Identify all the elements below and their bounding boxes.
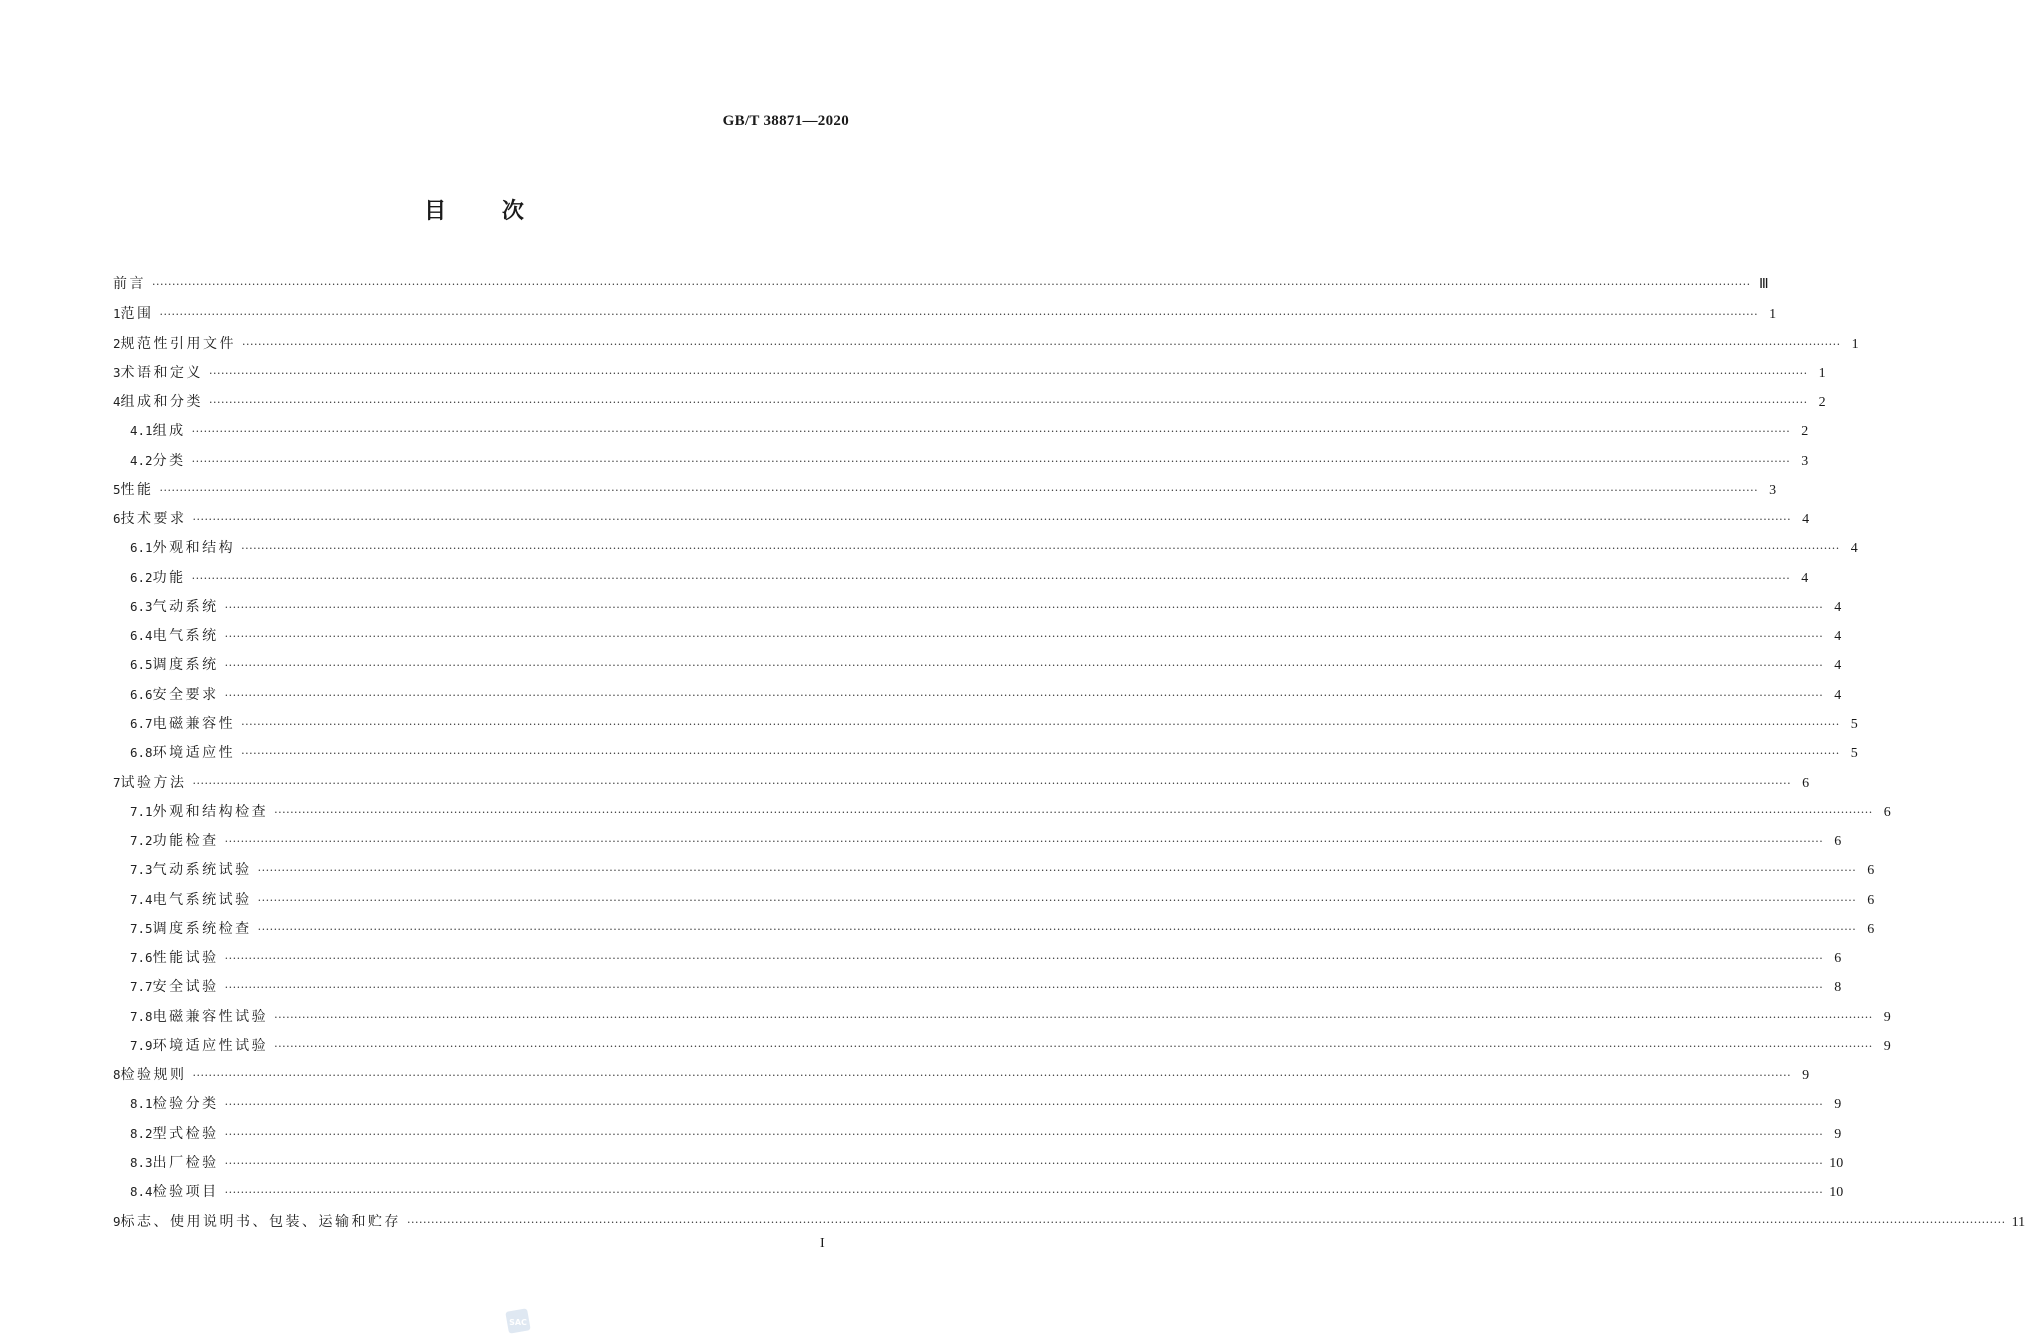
toc-entry-number: 7.7: [130, 979, 153, 995]
toc-entry[interactable]: [113, 592, 1842, 621]
toc-entry-label: 试验方法: [120, 774, 187, 791]
toc-entry-number: 6.3: [130, 598, 153, 614]
dot-leader: ················································································································································································································································································································································································································: [191, 425, 1791, 439]
toc-entry[interactable]: [113, 972, 1842, 1001]
toc-entry-label: 气动系统: [152, 598, 219, 615]
toc-entry-number: 7.4: [130, 891, 153, 907]
toc-entry[interactable]: [113, 1089, 1842, 1118]
dot-leader: ················································································································································································································································································································································································································: [224, 952, 1824, 966]
toc-entry-number: 4: [113, 394, 121, 410]
toc-entry-label: 出厂检验: [152, 1154, 219, 1171]
toc-entry-number: 8.3: [130, 1154, 153, 1170]
dot-leader: ················································································································································································································································································································································································································: [224, 600, 1824, 614]
toc-entry-page: 6: [1867, 921, 1875, 937]
toc-entry-label: 分类: [152, 452, 186, 469]
toc-entry-label: 电气系统试验: [152, 891, 252, 908]
toc-entry-label: 性能试验: [152, 950, 219, 967]
toc-entry-label: 组成和分类: [120, 394, 204, 411]
toc-entry[interactable]: [113, 855, 1875, 884]
toc-entry-number: 4.1: [130, 423, 153, 439]
toc-entry-number: 9: [113, 1213, 121, 1229]
toc-entry-label: 电磁兼容性: [152, 715, 236, 732]
dot-leader: ················································································································································································································································································································································································································: [224, 659, 1824, 673]
toc-entry-number: 8.4: [130, 1184, 153, 1200]
dot-leader: ················································································································································································································································································································································································································: [224, 835, 1824, 849]
toc-entry-page: 9: [1834, 1126, 1842, 1142]
toc-entry-label: 环境适应性: [152, 745, 236, 762]
toc-entry-label: 检验分类: [152, 1096, 219, 1113]
toc-entry-label: 安全试验: [152, 979, 219, 996]
toc-entry-number: 8.2: [130, 1125, 153, 1141]
toc-entry[interactable]: [113, 650, 1842, 679]
dot-leader: ················································································································································································································································································································································································································: [241, 717, 1840, 731]
toc-entry-label: 检验项目: [152, 1184, 219, 1201]
toc-entry-page: 1: [1851, 336, 1859, 352]
toc-entry-number: 5: [113, 481, 121, 497]
toc-entry-page: 1: [1818, 365, 1826, 381]
dot-leader: ················································································································································································································································································································································································································: [224, 1127, 1824, 1141]
toc-entry-page: 4: [1834, 629, 1842, 645]
toc-entry[interactable]: [113, 738, 1858, 767]
toc-entry-number: 7.3: [130, 862, 153, 878]
toc-entry-label: 型式检验: [152, 1125, 219, 1142]
dot-leader: ················································································································································································································································································································································································································: [224, 1098, 1824, 1112]
toc-entry[interactable]: [113, 914, 1875, 943]
toc-entry[interactable]: [113, 563, 1809, 592]
toc-entry-number: 7.2: [130, 833, 153, 849]
dot-leader: ················································································································································································································································································································································································································: [241, 747, 1840, 761]
toc-entry-page: 4: [1834, 599, 1842, 615]
toc-entry-page: 10: [1829, 1185, 1844, 1201]
toc-entry-page: Ⅲ: [1758, 277, 1769, 292]
toc-entry-page: 3: [1769, 482, 1777, 498]
toc-entry-page: 4: [1850, 541, 1858, 557]
toc-entry-number: 7.1: [130, 803, 153, 819]
toc-entry-page: 6: [1802, 775, 1810, 791]
toc-entry-label: 功能检查: [152, 833, 219, 850]
table-of-contents: [113, 270, 2025, 1236]
toc-entry-number: 6.8: [130, 745, 153, 761]
toc-entry-label: 规范性引用文件: [120, 335, 237, 352]
toc-entry-page: 11: [2011, 1214, 2025, 1230]
toc-entry-number: 7.6: [130, 950, 153, 966]
toc-entry-label: 性能: [120, 481, 154, 498]
dot-leader: ················································································································································································································································································································································································································: [192, 776, 1792, 790]
dot-leader: ················································································································································································································································································································································································································: [209, 396, 1808, 410]
dot-leader: ················································································································································································································································································································································································································: [224, 630, 1824, 644]
toc-entry[interactable]: [113, 943, 1842, 972]
toc-entry-page: 5: [1850, 746, 1858, 762]
toc-entry-label: 前言: [113, 276, 146, 292]
toc-entry-label: 调度系统检查: [152, 920, 252, 937]
toc-entry-page: 1: [1769, 307, 1777, 323]
toc-entry[interactable]: [113, 299, 1777, 328]
dot-leader: ················································································································································································································································································································································································································: [257, 922, 1857, 936]
toc-entry-number: 4.2: [130, 452, 153, 468]
dot-leader: ················································································································································································································································································································································································································: [242, 337, 1841, 351]
toc-entry-page: 4: [1802, 512, 1810, 528]
dot-leader: ················································································································································································································································································································································································································: [274, 805, 1873, 819]
dot-leader: ················································································································································································································································································································································································································: [191, 571, 1791, 585]
toc-entry-page: 4: [1801, 570, 1809, 586]
toc-entry-page: 9: [1883, 1038, 1891, 1054]
toc-entry[interactable]: [113, 416, 1809, 445]
toc-entry-page: 6: [1883, 804, 1891, 820]
toc-entry-number: 8.1: [130, 1096, 153, 1112]
toc-entry-page: 9: [1883, 1009, 1891, 1025]
toc-entry-page: 2: [1818, 395, 1826, 411]
dot-leader: ················································································································································································································································································································································································································: [224, 1156, 1824, 1170]
toc-entry[interactable]: [113, 709, 1858, 738]
toc-entry-page: 6: [1867, 892, 1875, 908]
dot-leader: ················································································································································································································································································································································································································: [224, 981, 1824, 995]
toc-entry-page: 2: [1801, 424, 1809, 440]
toc-entry-label: 安全要求: [152, 686, 219, 703]
toc-entry[interactable]: [113, 504, 1810, 533]
toc-entry-number: 3: [113, 364, 121, 380]
standard-code: GB/T 38871—2020: [722, 113, 849, 129]
toc-entry[interactable]: [113, 329, 1859, 358]
toc-entry-label: 气动系统试验: [152, 862, 252, 879]
toc-entry-page: 4: [1834, 658, 1842, 674]
toc-entry-number: 6.6: [130, 686, 153, 702]
toc-entry[interactable]: [113, 826, 1842, 855]
toc-entry-page: 8: [1834, 980, 1842, 996]
toc-entry[interactable]: [113, 797, 1891, 826]
toc-entry-number: 6: [113, 511, 121, 527]
dot-leader: ················································································································································································································································································································································································································: [274, 1010, 1873, 1024]
toc-entry-label: 术语和定义: [120, 364, 204, 381]
toc-entry-label: 范围: [120, 306, 154, 323]
toc-entry[interactable]: [113, 680, 1842, 709]
dot-leader: ················································································································································································································································································································································································································: [224, 688, 1824, 702]
toc-entry[interactable]: [113, 1031, 1891, 1060]
toc-entry-label: 外观和结构: [152, 540, 236, 557]
footer-page-number: I: [820, 1236, 825, 1251]
toc-entry-page: 5: [1850, 716, 1858, 732]
toc-entry-number: 6.7: [130, 715, 153, 731]
page-title: 目 次: [424, 199, 526, 224]
dot-leader: ················································································································································································································································································································································································································: [241, 542, 1840, 556]
toc-entry[interactable]: [113, 475, 1777, 504]
toc-entry-number: 6.2: [130, 569, 153, 585]
dot-leader: ················································································································································································································································································································································································································: [209, 366, 1808, 380]
toc-entry-label: 检验规则: [120, 1067, 187, 1084]
toc-entry-page: 6: [1834, 951, 1842, 967]
toc-entry[interactable]: [113, 1177, 1844, 1206]
toc-entry-number: 2: [113, 335, 121, 351]
toc-entry-number: 8: [113, 1067, 121, 1083]
toc-entry-number: 7: [113, 774, 121, 790]
toc-entry[interactable]: [113, 1148, 1844, 1177]
toc-entry-label: 技术要求: [120, 511, 187, 528]
toc-entry-page: 6: [1867, 863, 1875, 879]
toc-entry-label: 电气系统: [152, 628, 219, 645]
toc-entry[interactable]: [113, 1002, 1891, 1031]
toc-entry[interactable]: [113, 533, 1858, 562]
dot-leader: ················································································································································································································································································································································································································: [152, 278, 1751, 291]
toc-entry[interactable]: [113, 1060, 1810, 1089]
svg-text:SAC: SAC: [509, 1318, 527, 1327]
dot-leader: ················································································································································································································································································································································································································: [274, 1039, 1873, 1053]
toc-entry[interactable]: [113, 387, 1826, 416]
toc-entry-page: 9: [1802, 1068, 1810, 1084]
dot-leader: ················································································································································································································································································································································································································: [192, 513, 1792, 527]
toc-entry[interactable]: [113, 621, 1842, 650]
toc-entry-number: 6.4: [130, 628, 153, 644]
toc-entry-label: 外观和结构检查: [152, 803, 269, 820]
toc-entry-label: 功能: [152, 569, 186, 586]
dot-leader: ················································································································································································································································································································································································································: [407, 1215, 2006, 1229]
toc-entry[interactable]: [113, 270, 1769, 299]
toc-entry-label: 调度系统: [152, 657, 219, 674]
toc-entry-number: 1: [113, 306, 121, 322]
toc-entry-number: 7.5: [130, 920, 153, 936]
toc-entry-label: 电磁兼容性试验: [152, 1008, 269, 1025]
dot-leader: ················································································································································································································································································································································································································: [159, 483, 1759, 497]
toc-entry-number: 7.9: [130, 1037, 153, 1053]
toc-entry-label: 环境适应性试验: [152, 1037, 269, 1054]
dot-leader: ················································································································································································································································································································································································································: [257, 893, 1857, 907]
toc-entry[interactable]: [113, 1207, 2025, 1236]
toc-entry-label: 标志、使用说明书、包装、运输和贮存: [120, 1213, 402, 1230]
dot-leader: ················································································································································································································································································································································································································: [192, 1069, 1792, 1083]
toc-entry-page: 10: [1829, 1155, 1844, 1171]
sac-logo-icon: [504, 1307, 532, 1335]
toc-entry[interactable]: [113, 1119, 1842, 1148]
toc-entry-page: 6: [1834, 834, 1842, 850]
dot-leader: ················································································································································································································································································································································································································: [257, 864, 1857, 878]
toc-entry[interactable]: [113, 358, 1826, 387]
toc-entry-label: 组成: [152, 423, 186, 440]
dot-leader: ················································································································································································································································································································································································································: [224, 1186, 1824, 1200]
toc-entry-number: 6.5: [130, 657, 153, 673]
toc-entry-number: 6.1: [130, 540, 153, 556]
toc-entry-page: 9: [1834, 1097, 1842, 1113]
toc-entry-number: 7.8: [130, 1008, 153, 1024]
toc-entry[interactable]: [113, 446, 1809, 475]
toc-entry[interactable]: [113, 768, 1810, 797]
toc-entry-page: 3: [1801, 453, 1809, 469]
dot-leader: ················································································································································································································································································································································································································: [191, 454, 1791, 468]
toc-entry[interactable]: [113, 885, 1875, 914]
toc-entry-page: 4: [1834, 687, 1842, 703]
dot-leader: ················································································································································································································································································································································································································: [159, 308, 1759, 322]
